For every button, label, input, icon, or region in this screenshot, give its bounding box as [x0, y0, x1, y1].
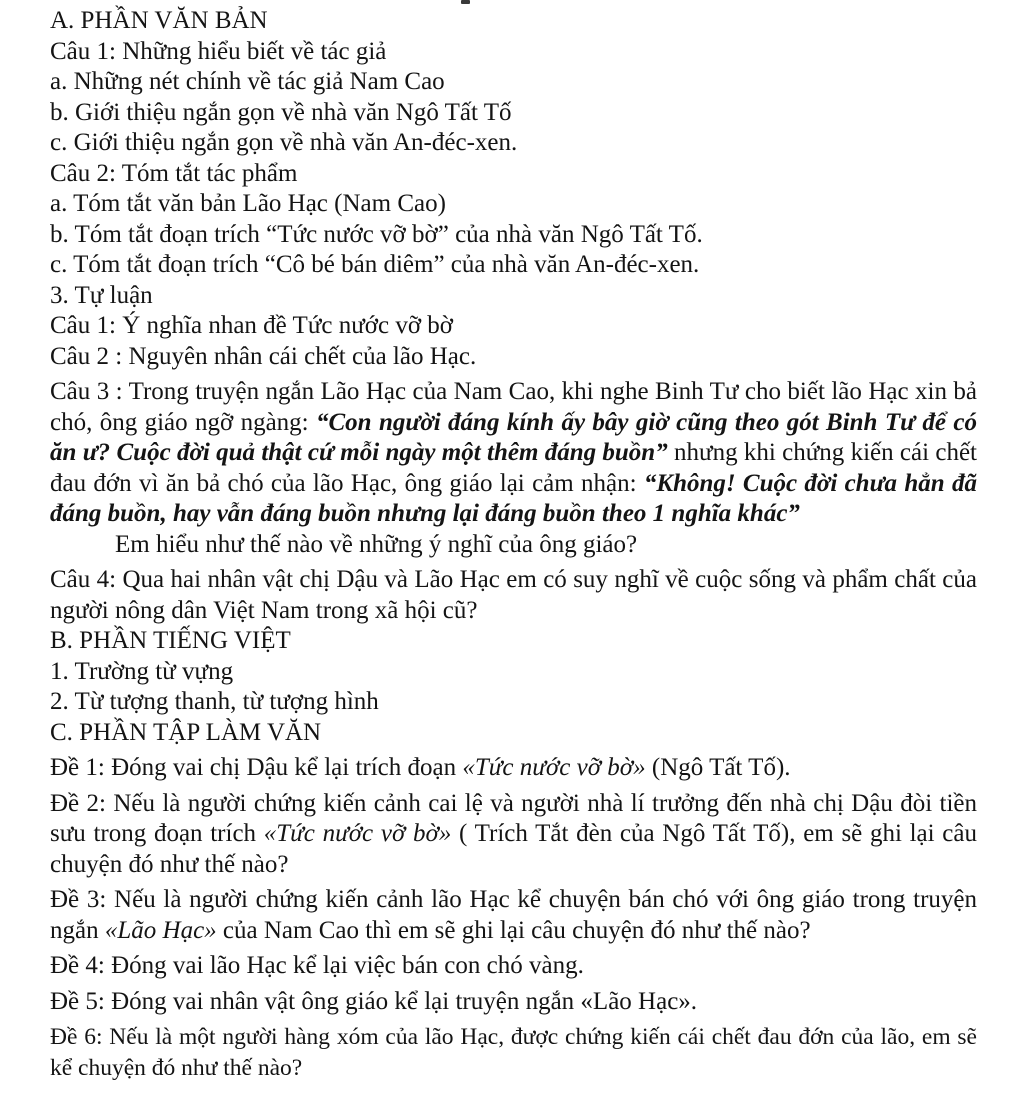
text-segment: “Không! Cuộc đời chưa hẳn đã đáng buồn, hay vẫn đáng buồn nhưng lại đáng buồn theo 1 nghĩa khác”	[50, 469, 977, 527]
text-segment: Câu 1: Ý nghĩa nhan đề Tức nước vỡ bờ	[50, 312, 454, 339]
text-segment: A. PHẦN VĂN BẢN	[50, 7, 268, 34]
text-segment: Em hiểu như thế nào về những ý nghĩ của ông giáo?	[115, 530, 638, 558]
text-segment: Đề 5: Đóng vai nhân vật ông giáo kể lại truyện ngắn «Lão Hạc».	[50, 987, 698, 1015]
text-segment: «Tức nước vỡ bờ»	[263, 820, 452, 847]
tieng-viet-1	[50, 657, 977, 688]
text-segment: nhưng khi chứng kiến cái chết đau đớn vì ăn bả chó của lão Hạc, ông giáo lại cảm nhận:	[50, 439, 977, 497]
cau-1	[50, 37, 977, 68]
de-4	[50, 951, 977, 982]
text-segment: «Tức nước vỡ bờ»	[462, 754, 646, 781]
document-content	[50, 6, 977, 1083]
text-segment: của Nam Cao thì em sẽ ghi lại câu chuyện đó như thế nào?	[216, 916, 811, 944]
tu-luan-cau-3-question	[50, 530, 977, 561]
text-segment: Đề 1: Đóng vai chị Dậu kể lại trích đoạn	[50, 754, 463, 781]
heading-section-a	[50, 6, 977, 37]
cau-2-item-a	[50, 189, 977, 220]
cau-2	[50, 159, 977, 190]
text-segment: Câu 3 : Trong truyện ngắn Lão Hạc của Nam Cao, khi nghe Binh Tư cho biết lão Hạc xin bả chó, ông giáo ngỡ ngàng:	[50, 378, 977, 436]
text-segment: 3. Tự luận	[50, 281, 153, 309]
text-segment: a. Tóm tắt văn bản Lão Hạc (Nam Cao)	[50, 190, 446, 217]
tu-luan-cau-3	[50, 377, 977, 530]
de-6	[50, 1022, 977, 1083]
cau-1-item-a	[50, 67, 977, 98]
de-2	[50, 789, 977, 881]
de-3	[50, 885, 977, 946]
heading-section-c	[50, 718, 977, 749]
tu-luan-cau-2	[50, 342, 977, 373]
text-segment: «Lão Hạc»	[104, 916, 217, 944]
text-segment: 2. Từ tượng thanh, từ tượng hình	[50, 688, 379, 715]
text-segment: c. Tóm tắt đoạn trích “Cô bé bán diêm” của nhà văn An-đéc-xen.	[50, 251, 700, 278]
text-segment: 1. Trường từ vựng	[50, 657, 234, 685]
text-segment: b. Tóm tắt đoạn trích “Tức nước vỡ bờ” của nhà văn Ngô Tất Tố.	[50, 220, 703, 248]
text-segment: “Con người đáng kính ấy bây giờ cũng theo gót Binh Tư để có ăn ư? Cuộc đời quả thật cứ mỗi ngày một thêm đáng buồn”	[50, 408, 977, 466]
text-segment: Câu 2: Tóm tắt tác phẩm	[50, 159, 298, 187]
tieng-viet-2	[50, 687, 977, 718]
muc-3-tu-luan	[50, 281, 977, 312]
cau-1-item-c	[50, 128, 977, 159]
text-segment: C. PHẦN TẬP LÀM VĂN	[50, 718, 322, 746]
text-segment: ( Trích Tắt đèn của Ngô Tất Tố), em sẽ ghi lại câu chuyện đó như thế nào?	[50, 820, 977, 878]
de-5	[50, 987, 977, 1018]
heading-section-b	[50, 626, 977, 657]
text-segment: a. Những nét chính về tác giả Nam Cao	[50, 68, 445, 95]
cau-1-item-b	[50, 98, 977, 129]
tu-luan-cau-1	[50, 311, 977, 342]
cau-2-item-b	[50, 220, 977, 251]
cau-2-item-c	[50, 250, 977, 281]
text-segment: Câu 2 : Nguyên nhân cái chết của lão Hạc.	[50, 342, 477, 370]
tu-luan-cau-4	[50, 565, 977, 626]
text-segment: B. PHẦN TIẾNG VIỆT	[50, 627, 291, 654]
text-segment: Câu 4: Qua hai nhân vật chị Dậu và Lão Hạc em có suy nghĩ về cuộc sống và phẩm chất của người nông dân Việt Nam trong xã hội cũ?	[50, 566, 977, 624]
text-segment: Đề 4: Đóng vai lão Hạc kể lại việc bán con chó vàng.	[50, 952, 584, 979]
text-segment: Đề 2: Nếu là người chứng kiến cảnh cai lệ và người nhà lí trưởng đến nhà chị Dậu đòi tiền sưu trong đoạn trích	[50, 789, 977, 847]
text-segment: c. Giới thiệu ngắn gọn về nhà văn An-đéc-xen.	[50, 129, 518, 156]
scan-artifact	[461, 0, 470, 4]
text-segment: Câu 1: Những hiểu biết về tác giả	[50, 37, 387, 65]
text-segment: b. Giới thiệu ngắn gọn về nhà văn Ngô Tất Tố	[50, 98, 512, 126]
text-segment: (Ngô Tất Tố).	[645, 754, 791, 781]
de-1	[50, 753, 977, 784]
text-segment: Đề 6: Nếu là một người hàng xóm của lão Hạc, được chứng kiến cái chết đau đớn của lão, em sẽ kể chuyện đó như thế nào?	[50, 1024, 977, 1081]
text-segment: Đề 3: Nếu là người chứng kiến cảnh lão Hạc kể chuyện bán chó với ông giáo trong truyện ngắn	[50, 886, 977, 944]
